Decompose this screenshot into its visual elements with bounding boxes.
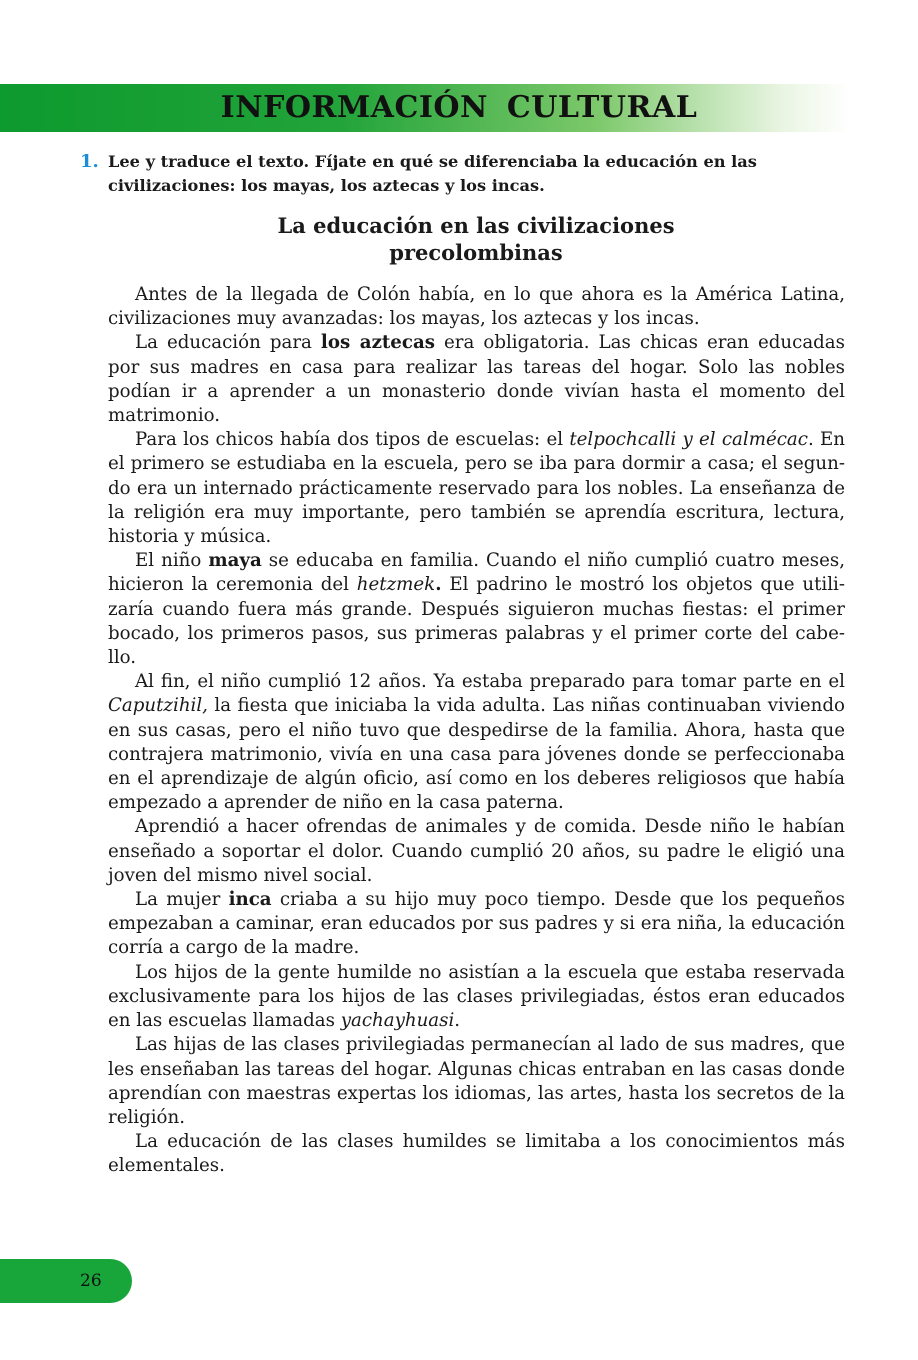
task-text: Lee y traduce el texto. Fíjate en qué se diferenciaba la educación en las civilizaciones: los mayas, los aztecas y los incas. [108, 152, 757, 195]
article-paragraph [108, 283, 845, 331]
article-paragraph [108, 1033, 845, 1130]
article-body [108, 283, 845, 1179]
text-run: . [454, 1010, 461, 1032]
article-title [108, 212, 844, 266]
text-run: se educaba en familia. Cuando el niño cumplió cuatro meses, hicieron la ceremonia del [108, 550, 845, 596]
text-run: Las hijas de las clases privilegiadas permanecían al lado de sus madres, que les enseñaban las tareas del hogar. Algunas chicas entraban en las casas donde aprendían con maestras expertas los idiomas, las artes, hasta los secretos de la religión. [108, 1034, 845, 1128]
text-run: El padrino le mostró los objetos que utilizaría cuando fuera más grande. Después siguieron muchas fiestas: el primer bocado, los primeros pasos, sus primeras palabras y el primer corte del cabello. [108, 574, 845, 669]
text-run: Para los chicos había dos tipos de escuelas: el [135, 429, 570, 451]
text-run: Antes de la llegada de Colón había, en lo que ahora es la América Latina, civilizaciones muy avanzadas: los mayas, los aztecas y los incas. [108, 284, 845, 330]
text-run: Aprendió a hacer ofrendas de animales y de comida. Desde niño le habían enseñado a soportar el dolor. Cuando cumplió 20 años, su padre le eligió una joven del mismo nivel social. [108, 816, 845, 886]
text-run: la fiesta que iniciaba la vida adulta. Las niñas continuaban viviendo en sus casas, pero el niño tuvo que despedirse de la familia. Ahora, hasta que contrajera matrimonio, vivía en una casa para jóvenes donde se perfeccionaba en el aprendizaje de algún oficio, así como en los deberes religiosos que había empezado a aprender de niño en la casa paterna. [108, 695, 845, 814]
article-paragraph [108, 670, 845, 815]
text-run: . En el primero se estudiaba en la escuela, pero se iba para dormir a casa; el segundo era un internado prácticamente reservado para los nobles. La enseñanza de la religión era muy importante, pero también se aprendía escritura, lectura, historia y música. [108, 429, 845, 548]
text-run: La educación de las clases humildes se limitaba a los conocimientos más elementales. [108, 1131, 845, 1177]
task-instruction [80, 150, 846, 198]
article-title-line-1: La educación en las civilizaciones [277, 213, 675, 238]
page-number-tab [0, 1259, 132, 1303]
text-run: Los hijos de la gente humilde no asistían a la escuela que estaba reservada exclusivamente para los hijos de las clases privilegiadas, éstos eran educados en las escuelas llamadas [108, 961, 845, 1032]
text-run: era obligatoria. Las chicas eran educadas por sus madres en casa para realizar las tareas del hogar. Solo las nobles podían ir a aprender a un monasterio donde vivían hasta el momento del matrimonio. [108, 332, 845, 427]
article-paragraph [108, 815, 845, 888]
emphasis-italic: Caputzihil, [108, 695, 208, 717]
emphasis-bold: inca [228, 889, 272, 911]
emphasis-italic: telpochcalli y el calmécac [569, 429, 808, 451]
section-title: INFORMACIÓN CULTURAL [220, 90, 698, 125]
text-run: Al fin, el niño cumplió 12 años. Ya estaba preparado para tomar parte en el [135, 671, 845, 693]
page-number: 26 [80, 1271, 102, 1291]
text-run: criaba a su hijo muy poco tiempo. Desde que los pequeños empezaban a caminar, eran educados por sus padres y si era niña, la educación corría a cargo de la madre. [108, 889, 845, 959]
article-paragraph [108, 331, 845, 428]
emphasis-bold: los aztecas [320, 332, 435, 354]
text-run: La educación para [135, 332, 321, 354]
text-run: El niño [135, 550, 209, 572]
article-paragraph [108, 428, 845, 549]
article-paragraph [108, 549, 845, 670]
task-number: 1. [80, 151, 99, 172]
text-run: La mujer [135, 889, 229, 911]
emphasis-italic: hetzmek [356, 574, 436, 596]
article-paragraph [108, 1130, 845, 1178]
article-paragraph [108, 961, 845, 1034]
article-title-line-2: precolombinas [389, 240, 563, 265]
emphasis-bold: maya [208, 550, 262, 572]
emphasis-bold: . [435, 574, 442, 596]
article-paragraph [108, 888, 845, 961]
emphasis-italic: yachayhuasi [340, 1010, 455, 1032]
